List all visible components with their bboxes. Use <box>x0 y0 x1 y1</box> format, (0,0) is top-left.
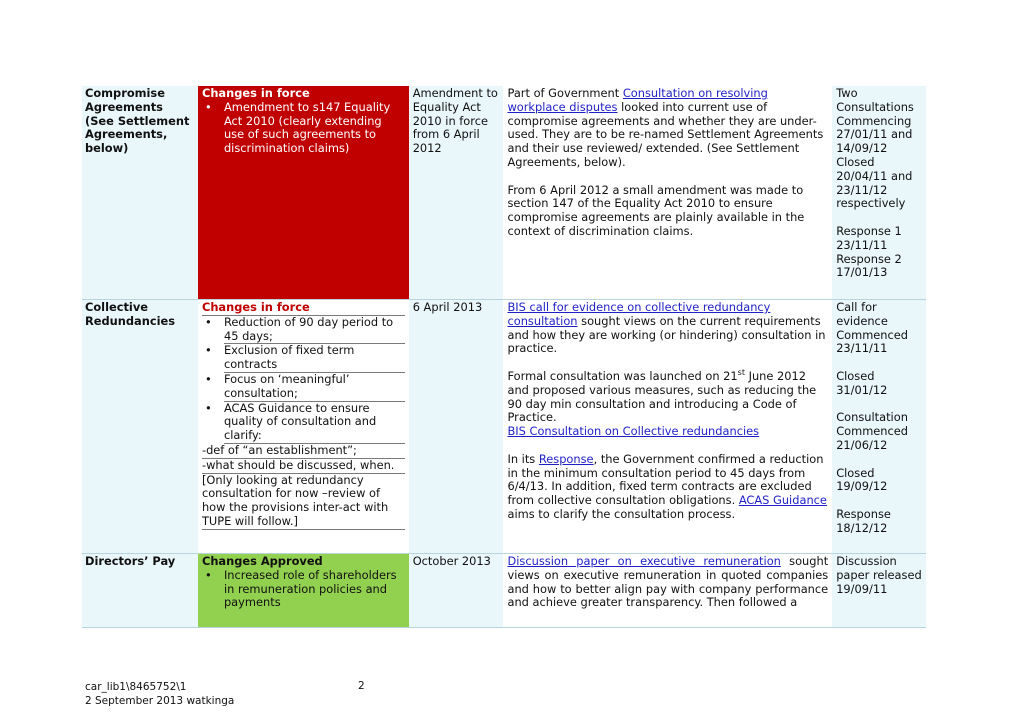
consultation-note: Closed 19/09/12 <box>836 465 888 494</box>
details-paragraph: Discussion paper on executive remuneration sought views on executive remuneration in quoted companies and how to better align pay with company performance and achieve greater transparency. Then followed a <box>507 554 829 610</box>
status-heading: Changes Approved <box>201 554 323 568</box>
details-paragraph <box>507 425 828 439</box>
status-list <box>202 569 405 610</box>
call-for-evidence-link[interactable]: BIS call for evidence on collective redundancy consultation <box>507 300 771 328</box>
date-cell: 6 April 2013 <box>409 300 504 554</box>
details-cell <box>503 554 832 628</box>
discussion-paper-link[interactable]: Discussion paper on executive remuneration <box>507 554 781 568</box>
document-reference: car_lib1\8465752\1 <box>85 681 187 693</box>
status-item: • Amendment to s147 Equality Act 2010 (clearly extending use of such agreements to discrimination claims) <box>224 101 405 156</box>
status-line: -what should be discussed, when. <box>202 459 405 474</box>
status-heading: Changes in force <box>201 86 310 100</box>
bis-consultation-link[interactable]: BIS Consultation on Collective redundancies <box>507 424 760 439</box>
date-cell: October 2013 <box>409 554 504 628</box>
consultation-note: Response 1 23/11/11 Response 2 17/01/13 <box>836 223 902 280</box>
response-link[interactable]: Response <box>538 451 594 466</box>
details-cell <box>503 86 832 300</box>
policy-table <box>82 86 926 628</box>
status-list <box>202 316 405 444</box>
details-paragraph: Formal consultation was launched on 21st June 2012 and proposed various measures, such as reducing the 90 day min consultation and introducing a Code of Practice. <box>507 368 817 425</box>
footer-date-author: 2 September 2013 watkinga <box>85 695 235 707</box>
consultation-note: Two Consultations Commencing 27/01/11 and 14/09/12 <box>836 86 914 156</box>
topic-cell: Collective Redundancies <box>82 300 198 554</box>
consultation-note: Call for evidence Commenced 23/11/11 <box>836 300 909 356</box>
consultation-link[interactable]: Consultation on resolving workplace disputes <box>507 86 768 114</box>
acas-guidance-link[interactable]: ACAS Guidance <box>738 493 827 508</box>
consultation-note: Response 18/12/12 <box>836 506 891 535</box>
status-item: • Reduction of 90 day period to 45 days; <box>224 316 405 345</box>
status-item: • Exclusion of fixed term contracts <box>224 344 405 373</box>
consultation-note: Consultation Commenced 21/06/12 <box>836 410 909 452</box>
status-item: • ACAS Guidance to ensure quality of consultation and clarify: <box>224 402 405 444</box>
status-line: -def of “an establishment”; <box>202 444 405 459</box>
table-row <box>82 554 926 628</box>
status-cell <box>198 554 409 628</box>
consultation-note: Closed 31/01/12 <box>836 368 888 397</box>
table-row <box>82 300 926 554</box>
status-item: • Focus on ‘meaningful’ consultation; <box>224 373 405 402</box>
page-number: 2 <box>358 680 365 692</box>
page-footer <box>85 680 234 708</box>
details-cell <box>503 300 832 554</box>
consultation-cell <box>832 86 926 300</box>
status-cell <box>198 86 409 300</box>
status-cell <box>198 300 409 554</box>
consultation-cell <box>832 554 926 628</box>
consultation-note: Closed 20/04/11 and 23/11/12 respectively <box>836 154 913 211</box>
status-heading: Changes in force <box>202 301 405 316</box>
details-paragraph: In its Response, the Government confirmed a reduction in the minimum consultation period to 45 days from 6/4/13. In addition, fixed term contracts are excluded from collective consultation obligations. ACAS Guidance aims to clarify the consultation process. <box>507 451 827 521</box>
consultation-note: Discussion paper released 19/09/11 <box>836 554 922 596</box>
date-cell: Amendment to Equality Act 2010 in force from 6 April 2012 <box>409 86 504 300</box>
details-paragraph: Part of Government Consultation on resolving workplace disputes looked into current use of compromise agreements and whether they are under-used. They are to be re-named Settlement Agreements and their use reviewed/ extended. (See Settlement Agreements, below). <box>507 86 824 169</box>
topic-cell: Compromise Agreements (See Settlement Agreements, below) <box>82 86 198 300</box>
consultation-cell <box>832 300 926 554</box>
status-note: [Only looking at redundancy consultation for now –review of how the provisions inter-act with TUPE will follow.] <box>202 474 405 530</box>
details-paragraph: From 6 April 2012 a small amendment was made to section 147 of the Equality Act 2010 to ensure compromise agreements are plainly available in the context of discrimination claims. <box>507 182 805 238</box>
status-item: • Increased role of shareholders in remuneration policies and payments <box>224 569 405 610</box>
details-paragraph: BIS call for evidence on collective redundancy consultation sought views on the current requirements and how they are working (or hindering) consultation in practice. <box>507 300 826 356</box>
status-list <box>202 101 405 156</box>
topic-cell: Directors’ Pay <box>82 554 198 628</box>
table-row <box>82 86 926 300</box>
